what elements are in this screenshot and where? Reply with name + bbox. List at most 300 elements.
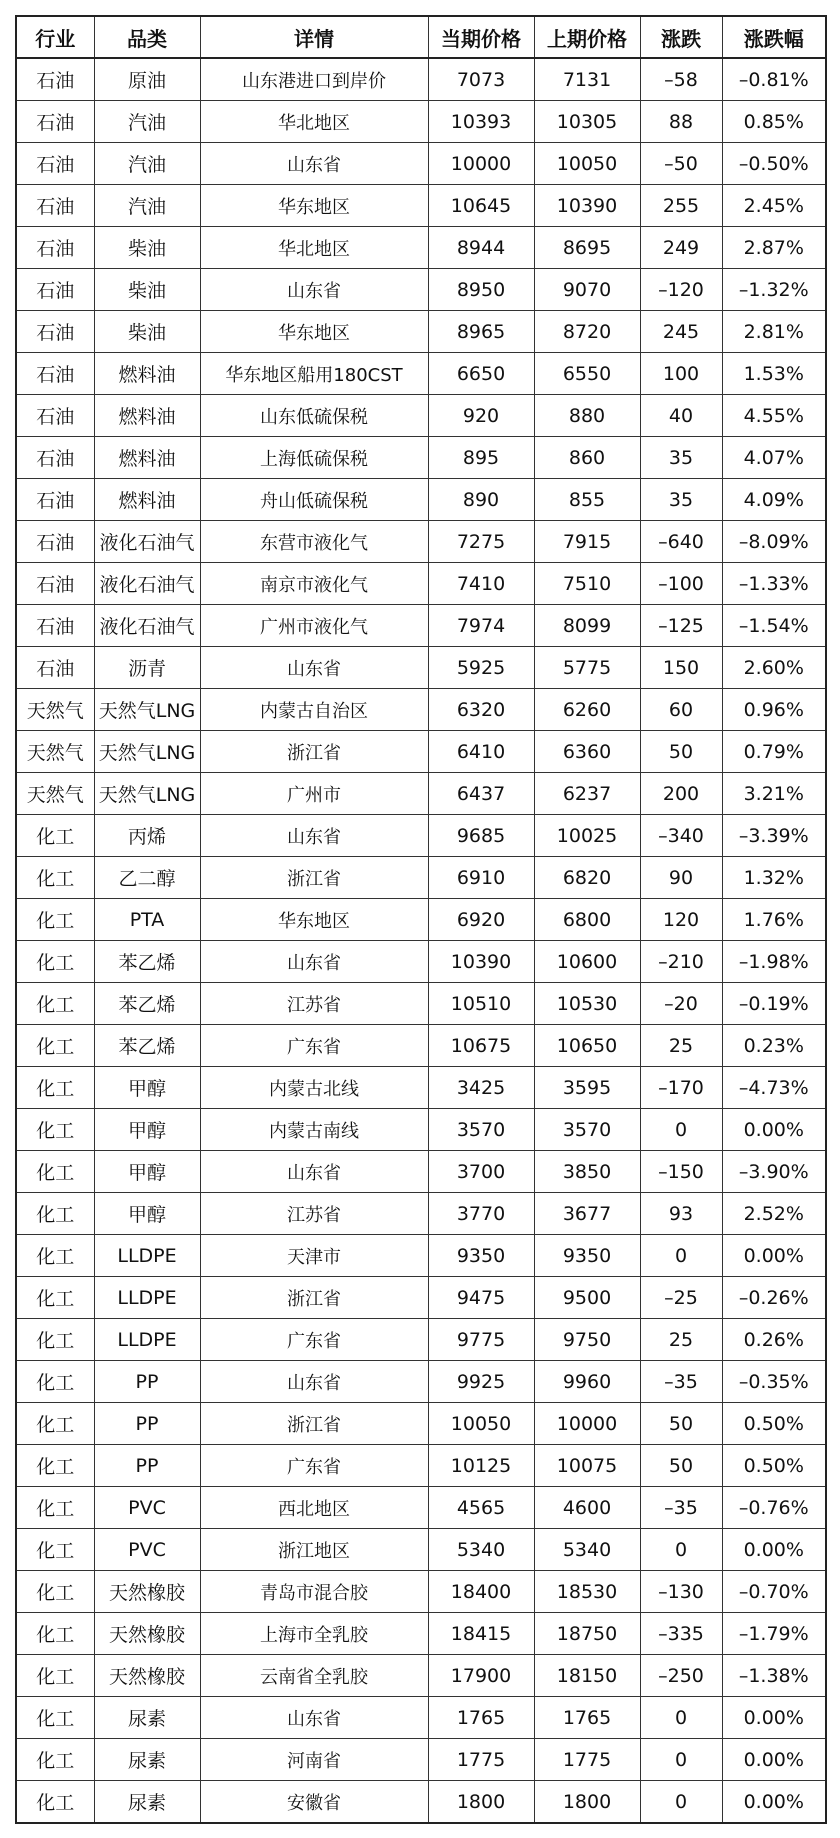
cell-current-price: 920 — [428, 395, 534, 437]
cell-previous-price: 860 — [534, 437, 640, 479]
cell-change-percent: 0.00% — [722, 1739, 826, 1781]
cell-category: 液化石油气 — [94, 563, 200, 605]
cell-category: 汽油 — [94, 185, 200, 227]
table-row — [16, 731, 826, 773]
header-category: 品类 — [94, 16, 200, 58]
cell-current-price: 3570 — [428, 1109, 534, 1151]
cell-current-price: 9475 — [428, 1277, 534, 1319]
cell-change: 0 — [640, 1781, 722, 1824]
cell-change-percent: 0.00% — [722, 1235, 826, 1277]
table-row — [16, 1655, 826, 1697]
header-previous-price: 上期价格 — [534, 16, 640, 58]
cell-category: 天然气LNG — [94, 731, 200, 773]
cell-previous-price: 7915 — [534, 521, 640, 563]
cell-category: 甲醇 — [94, 1109, 200, 1151]
cell-detail: 山东省 — [200, 647, 428, 689]
cell-detail: 上海市全乳胶 — [200, 1613, 428, 1655]
cell-detail: 广州市液化气 — [200, 605, 428, 647]
cell-detail: 浙江省 — [200, 1277, 428, 1319]
cell-change-percent: 0.79% — [722, 731, 826, 773]
cell-change: –125 — [640, 605, 722, 647]
cell-current-price: 6437 — [428, 773, 534, 815]
cell-category: 尿素 — [94, 1781, 200, 1824]
table-row — [16, 1403, 826, 1445]
cell-previous-price: 9350 — [534, 1235, 640, 1277]
table-row — [16, 857, 826, 899]
cell-current-price: 8965 — [428, 311, 534, 353]
cell-change: –335 — [640, 1613, 722, 1655]
cell-current-price: 10000 — [428, 143, 534, 185]
cell-change: 0 — [640, 1109, 722, 1151]
header-current-price: 当期价格 — [428, 16, 534, 58]
cell-change: –35 — [640, 1361, 722, 1403]
cell-change-percent: –0.76% — [722, 1487, 826, 1529]
cell-change-percent: –0.50% — [722, 143, 826, 185]
cell-industry: 石油 — [16, 647, 94, 689]
cell-industry: 化工 — [16, 1319, 94, 1361]
cell-category: 燃料油 — [94, 479, 200, 521]
cell-current-price: 10125 — [428, 1445, 534, 1487]
cell-change: 90 — [640, 857, 722, 899]
cell-industry: 化工 — [16, 1571, 94, 1613]
cell-detail: 南京市液化气 — [200, 563, 428, 605]
cell-change: 150 — [640, 647, 722, 689]
cell-category: PP — [94, 1445, 200, 1487]
cell-previous-price: 8695 — [534, 227, 640, 269]
cell-previous-price: 18150 — [534, 1655, 640, 1697]
cell-current-price: 7275 — [428, 521, 534, 563]
cell-previous-price: 10025 — [534, 815, 640, 857]
cell-change: 93 — [640, 1193, 722, 1235]
cell-change-percent: –3.39% — [722, 815, 826, 857]
cell-current-price: 890 — [428, 479, 534, 521]
cell-industry: 化工 — [16, 941, 94, 983]
table-row — [16, 227, 826, 269]
table-row — [16, 437, 826, 479]
cell-change: 255 — [640, 185, 722, 227]
cell-change: 245 — [640, 311, 722, 353]
cell-detail: 浙江省 — [200, 1403, 428, 1445]
cell-change: –640 — [640, 521, 722, 563]
cell-change: –25 — [640, 1277, 722, 1319]
cell-detail: 内蒙古自治区 — [200, 689, 428, 731]
cell-change-percent: 0.23% — [722, 1025, 826, 1067]
cell-previous-price: 1775 — [534, 1739, 640, 1781]
cell-change: –50 — [640, 143, 722, 185]
cell-detail: 山东省 — [200, 941, 428, 983]
cell-detail: 山东省 — [200, 815, 428, 857]
cell-change-percent: 0.00% — [722, 1697, 826, 1739]
cell-detail: 江苏省 — [200, 983, 428, 1025]
cell-detail: 浙江地区 — [200, 1529, 428, 1571]
cell-change-percent: 1.53% — [722, 353, 826, 395]
cell-category: 天然橡胶 — [94, 1613, 200, 1655]
cell-previous-price: 8099 — [534, 605, 640, 647]
cell-change-percent: 1.76% — [722, 899, 826, 941]
cell-industry: 化工 — [16, 983, 94, 1025]
cell-detail: 山东省 — [200, 1151, 428, 1193]
cell-detail: 华东地区船用180CST — [200, 353, 428, 395]
cell-change-percent: 2.52% — [722, 1193, 826, 1235]
cell-category: PP — [94, 1361, 200, 1403]
cell-detail: 华北地区 — [200, 101, 428, 143]
cell-industry: 化工 — [16, 1781, 94, 1824]
table-header-row — [16, 16, 826, 58]
table-row — [16, 1151, 826, 1193]
table-row — [16, 815, 826, 857]
cell-category: 苯乙烯 — [94, 1025, 200, 1067]
cell-previous-price: 855 — [534, 479, 640, 521]
cell-industry: 化工 — [16, 1109, 94, 1151]
cell-change: 0 — [640, 1739, 722, 1781]
cell-detail: 华东地区 — [200, 185, 428, 227]
cell-industry: 石油 — [16, 227, 94, 269]
cell-previous-price: 6237 — [534, 773, 640, 815]
cell-current-price: 18400 — [428, 1571, 534, 1613]
cell-industry: 化工 — [16, 1277, 94, 1319]
cell-industry: 石油 — [16, 101, 94, 143]
table-row — [16, 311, 826, 353]
table-row — [16, 689, 826, 731]
cell-category: 苯乙烯 — [94, 983, 200, 1025]
cell-current-price: 1765 — [428, 1697, 534, 1739]
table-body — [16, 58, 826, 1823]
cell-change-percent: –1.32% — [722, 269, 826, 311]
cell-industry: 石油 — [16, 185, 94, 227]
cell-change: 35 — [640, 437, 722, 479]
cell-previous-price: 10000 — [534, 1403, 640, 1445]
cell-detail: 广东省 — [200, 1445, 428, 1487]
cell-previous-price: 10050 — [534, 143, 640, 185]
cell-change: 120 — [640, 899, 722, 941]
cell-previous-price: 9960 — [534, 1361, 640, 1403]
cell-detail: 山东省 — [200, 269, 428, 311]
cell-change-percent: 0.50% — [722, 1445, 826, 1487]
cell-previous-price: 18750 — [534, 1613, 640, 1655]
cell-change: 0 — [640, 1697, 722, 1739]
cell-industry: 化工 — [16, 899, 94, 941]
cell-detail: 上海低硫保税 — [200, 437, 428, 479]
cell-detail: 河南省 — [200, 1739, 428, 1781]
cell-change: 50 — [640, 1403, 722, 1445]
cell-current-price: 6410 — [428, 731, 534, 773]
cell-category: 燃料油 — [94, 437, 200, 479]
cell-change-percent: –3.90% — [722, 1151, 826, 1193]
header-industry: 行业 — [16, 16, 94, 58]
cell-current-price: 6650 — [428, 353, 534, 395]
cell-change-percent: 2.81% — [722, 311, 826, 353]
cell-change: 200 — [640, 773, 722, 815]
cell-detail: 山东省 — [200, 143, 428, 185]
cell-change-percent: –0.70% — [722, 1571, 826, 1613]
cell-change: –210 — [640, 941, 722, 983]
cell-change-percent: 0.00% — [722, 1529, 826, 1571]
cell-previous-price: 1800 — [534, 1781, 640, 1824]
cell-previous-price: 10075 — [534, 1445, 640, 1487]
cell-industry: 化工 — [16, 1025, 94, 1067]
cell-category: 液化石油气 — [94, 605, 200, 647]
header-change-percent: 涨跌幅 — [722, 16, 826, 58]
cell-category: 原油 — [94, 58, 200, 101]
cell-detail: 舟山低硫保税 — [200, 479, 428, 521]
cell-change-percent: 0.96% — [722, 689, 826, 731]
table-row — [16, 1361, 826, 1403]
cell-current-price: 5340 — [428, 1529, 534, 1571]
cell-change-percent: 0.00% — [722, 1781, 826, 1824]
cell-previous-price: 880 — [534, 395, 640, 437]
cell-change-percent: 4.07% — [722, 437, 826, 479]
cell-change: 50 — [640, 1445, 722, 1487]
cell-change-percent: –0.81% — [722, 58, 826, 101]
cell-category: LLDPE — [94, 1319, 200, 1361]
cell-industry: 石油 — [16, 353, 94, 395]
cell-change: 40 — [640, 395, 722, 437]
cell-detail: 华北地区 — [200, 227, 428, 269]
cell-category: 苯乙烯 — [94, 941, 200, 983]
cell-category: 天然橡胶 — [94, 1655, 200, 1697]
cell-change-percent: 4.55% — [722, 395, 826, 437]
cell-category: 尿素 — [94, 1739, 200, 1781]
cell-industry: 天然气 — [16, 773, 94, 815]
cell-change: –130 — [640, 1571, 722, 1613]
cell-category: 甲醇 — [94, 1067, 200, 1109]
cell-current-price: 6910 — [428, 857, 534, 899]
cell-current-price: 7410 — [428, 563, 534, 605]
table-row — [16, 605, 826, 647]
cell-industry: 化工 — [16, 1529, 94, 1571]
cell-detail: 华东地区 — [200, 311, 428, 353]
cell-current-price: 9685 — [428, 815, 534, 857]
cell-previous-price: 10650 — [534, 1025, 640, 1067]
cell-change: –20 — [640, 983, 722, 1025]
cell-change-percent: 2.45% — [722, 185, 826, 227]
cell-current-price: 10050 — [428, 1403, 534, 1445]
cell-change-percent: –1.79% — [722, 1613, 826, 1655]
cell-current-price: 9775 — [428, 1319, 534, 1361]
price-table-container — [15, 15, 825, 1824]
cell-current-price: 6320 — [428, 689, 534, 731]
cell-previous-price: 18530 — [534, 1571, 640, 1613]
cell-current-price: 9350 — [428, 1235, 534, 1277]
cell-change-percent: 0.85% — [722, 101, 826, 143]
cell-previous-price: 8720 — [534, 311, 640, 353]
cell-change: 0 — [640, 1529, 722, 1571]
cell-category: 沥青 — [94, 647, 200, 689]
cell-category: PVC — [94, 1487, 200, 1529]
table-row — [16, 647, 826, 689]
cell-detail: 山东省 — [200, 1697, 428, 1739]
cell-change: 88 — [640, 101, 722, 143]
table-row — [16, 1445, 826, 1487]
cell-change-percent: –0.19% — [722, 983, 826, 1025]
cell-current-price: 18415 — [428, 1613, 534, 1655]
cell-change-percent: 2.60% — [722, 647, 826, 689]
cell-category: 液化石油气 — [94, 521, 200, 563]
table-row — [16, 101, 826, 143]
cell-industry: 石油 — [16, 563, 94, 605]
cell-detail: 广州市 — [200, 773, 428, 815]
cell-industry: 石油 — [16, 269, 94, 311]
cell-change-percent: –1.98% — [722, 941, 826, 983]
cell-current-price: 1800 — [428, 1781, 534, 1824]
cell-current-price: 7073 — [428, 58, 534, 101]
cell-previous-price: 3570 — [534, 1109, 640, 1151]
cell-change-percent: –1.54% — [722, 605, 826, 647]
cell-current-price: 17900 — [428, 1655, 534, 1697]
cell-previous-price: 3595 — [534, 1067, 640, 1109]
cell-industry: 化工 — [16, 1487, 94, 1529]
cell-detail: 广东省 — [200, 1025, 428, 1067]
table-row — [16, 143, 826, 185]
cell-industry: 天然气 — [16, 731, 94, 773]
cell-previous-price: 6260 — [534, 689, 640, 731]
cell-category: PTA — [94, 899, 200, 941]
cell-industry: 化工 — [16, 1361, 94, 1403]
table-row — [16, 479, 826, 521]
cell-current-price: 10510 — [428, 983, 534, 1025]
cell-change-percent: 2.87% — [722, 227, 826, 269]
cell-previous-price: 7131 — [534, 58, 640, 101]
cell-industry: 石油 — [16, 58, 94, 101]
table-row — [16, 269, 826, 311]
cell-previous-price: 10390 — [534, 185, 640, 227]
cell-current-price: 5925 — [428, 647, 534, 689]
cell-change-percent: –1.33% — [722, 563, 826, 605]
cell-category: 天然气LNG — [94, 773, 200, 815]
cell-industry: 化工 — [16, 1655, 94, 1697]
table-row — [16, 1193, 826, 1235]
cell-category: 燃料油 — [94, 353, 200, 395]
header-detail: 详情 — [200, 16, 428, 58]
cell-previous-price: 7510 — [534, 563, 640, 605]
cell-change-percent: –0.35% — [722, 1361, 826, 1403]
table-row — [16, 1319, 826, 1361]
cell-change-percent: 3.21% — [722, 773, 826, 815]
cell-detail: 浙江省 — [200, 731, 428, 773]
cell-change: 100 — [640, 353, 722, 395]
table-row — [16, 1487, 826, 1529]
cell-change-percent: –8.09% — [722, 521, 826, 563]
cell-change: –58 — [640, 58, 722, 101]
table-row — [16, 983, 826, 1025]
table-row — [16, 1025, 826, 1067]
cell-category: 汽油 — [94, 143, 200, 185]
cell-change: –100 — [640, 563, 722, 605]
cell-category: 乙二醇 — [94, 857, 200, 899]
cell-current-price: 1775 — [428, 1739, 534, 1781]
table-row — [16, 773, 826, 815]
cell-change-percent: 0.00% — [722, 1109, 826, 1151]
cell-current-price: 7974 — [428, 605, 534, 647]
cell-previous-price: 3850 — [534, 1151, 640, 1193]
cell-current-price: 9925 — [428, 1361, 534, 1403]
cell-category: LLDPE — [94, 1277, 200, 1319]
cell-detail: 内蒙古北线 — [200, 1067, 428, 1109]
table-row — [16, 1277, 826, 1319]
cell-change: –120 — [640, 269, 722, 311]
table-row — [16, 563, 826, 605]
cell-detail: 广东省 — [200, 1319, 428, 1361]
cell-industry: 化工 — [16, 1697, 94, 1739]
cell-previous-price: 10305 — [534, 101, 640, 143]
table-row — [16, 1613, 826, 1655]
cell-detail: 青岛市混合胶 — [200, 1571, 428, 1613]
cell-current-price: 10675 — [428, 1025, 534, 1067]
cell-previous-price: 6800 — [534, 899, 640, 941]
cell-change: –250 — [640, 1655, 722, 1697]
cell-detail: 天津市 — [200, 1235, 428, 1277]
cell-change-percent: 0.26% — [722, 1319, 826, 1361]
table-row — [16, 521, 826, 563]
cell-industry: 石油 — [16, 479, 94, 521]
cell-change: 0 — [640, 1235, 722, 1277]
cell-category: 甲醇 — [94, 1151, 200, 1193]
cell-industry: 化工 — [16, 1739, 94, 1781]
cell-current-price: 10393 — [428, 101, 534, 143]
cell-current-price: 10645 — [428, 185, 534, 227]
table-row — [16, 185, 826, 227]
cell-detail: 东营市液化气 — [200, 521, 428, 563]
cell-category: 燃料油 — [94, 395, 200, 437]
cell-change: –170 — [640, 1067, 722, 1109]
cell-industry: 石油 — [16, 437, 94, 479]
cell-change-percent: –1.38% — [722, 1655, 826, 1697]
cell-change-percent: –0.26% — [722, 1277, 826, 1319]
table-row — [16, 1697, 826, 1739]
cell-industry: 石油 — [16, 521, 94, 563]
cell-category: 柴油 — [94, 227, 200, 269]
cell-change: 25 — [640, 1319, 722, 1361]
cell-previous-price: 10600 — [534, 941, 640, 983]
cell-previous-price: 6550 — [534, 353, 640, 395]
cell-industry: 化工 — [16, 1403, 94, 1445]
cell-category: PP — [94, 1403, 200, 1445]
cell-industry: 化工 — [16, 1613, 94, 1655]
cell-previous-price: 10530 — [534, 983, 640, 1025]
cell-previous-price: 4600 — [534, 1487, 640, 1529]
price-table — [15, 15, 827, 1824]
cell-current-price: 8944 — [428, 227, 534, 269]
cell-change: 249 — [640, 227, 722, 269]
table-row — [16, 395, 826, 437]
cell-previous-price: 9500 — [534, 1277, 640, 1319]
cell-previous-price: 3677 — [534, 1193, 640, 1235]
cell-change: 25 — [640, 1025, 722, 1067]
table-row — [16, 941, 826, 983]
cell-industry: 化工 — [16, 1151, 94, 1193]
cell-change: 35 — [640, 479, 722, 521]
cell-industry: 石油 — [16, 311, 94, 353]
cell-detail: 山东低硫保税 — [200, 395, 428, 437]
table-row — [16, 58, 826, 101]
cell-industry: 石油 — [16, 395, 94, 437]
cell-change: 50 — [640, 731, 722, 773]
cell-current-price: 10390 — [428, 941, 534, 983]
cell-industry: 化工 — [16, 815, 94, 857]
cell-change: –150 — [640, 1151, 722, 1193]
cell-current-price: 8950 — [428, 269, 534, 311]
cell-current-price: 3425 — [428, 1067, 534, 1109]
cell-change: –35 — [640, 1487, 722, 1529]
cell-current-price: 3770 — [428, 1193, 534, 1235]
cell-previous-price: 9070 — [534, 269, 640, 311]
table-row — [16, 1235, 826, 1277]
cell-category: 天然橡胶 — [94, 1571, 200, 1613]
cell-industry: 化工 — [16, 1067, 94, 1109]
table-row — [16, 1109, 826, 1151]
cell-change: –340 — [640, 815, 722, 857]
table-row — [16, 1781, 826, 1824]
